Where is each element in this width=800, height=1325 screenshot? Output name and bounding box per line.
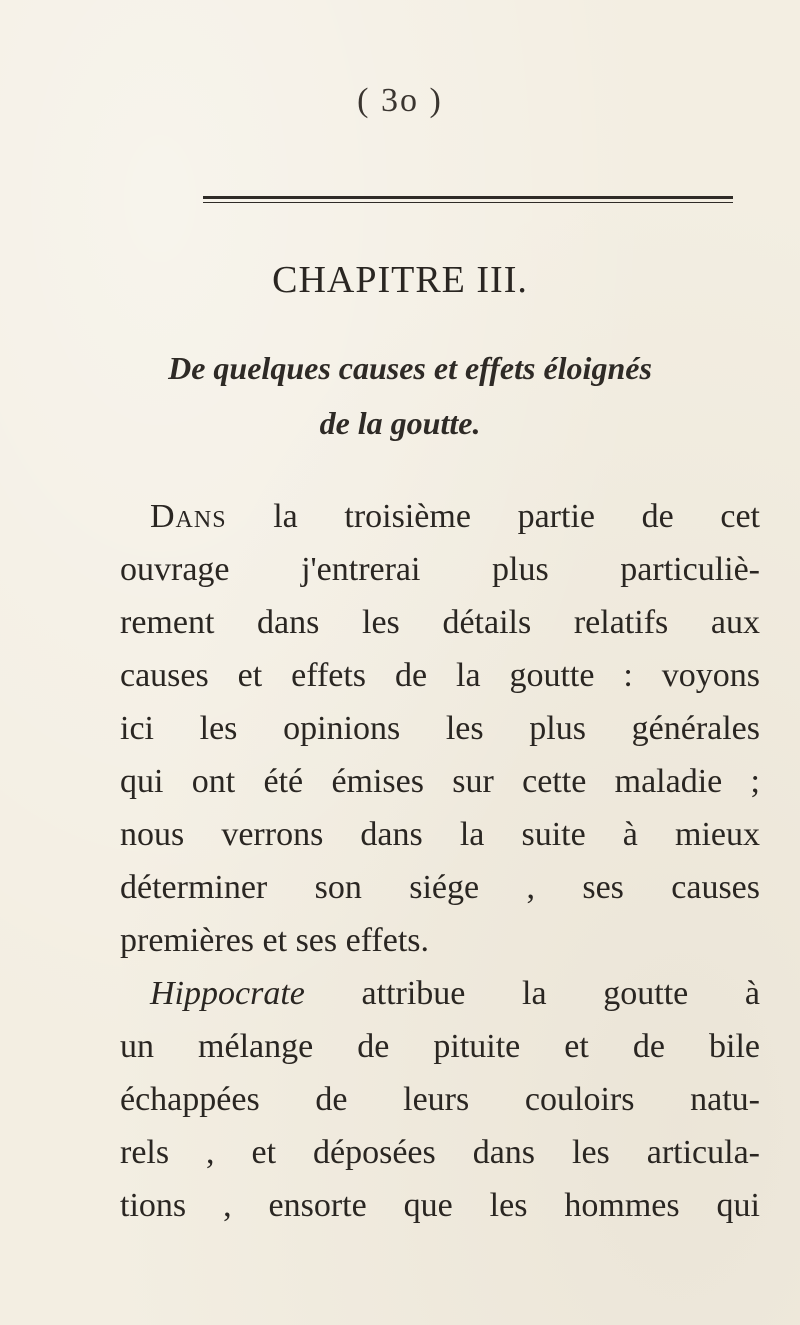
paragraph-2-name: Hippocrate [150, 975, 305, 1012]
paragraph-1-line-8: déterminer son siége , ses causes [120, 869, 760, 906]
paragraph-1-line-9: premières et ses effets. [120, 922, 430, 959]
chapter-subtitle-line-1: De quelques causes et effets éloignés [168, 350, 652, 386]
paragraph-2-line-4: rels , et déposées dans les articula- [120, 1134, 760, 1171]
header-rule-thin [203, 202, 733, 203]
chapter-subtitle-line-2: de la goutte. [319, 405, 481, 441]
paragraph-2-line-1: Hippocrate attribue la goutte à [150, 975, 760, 1012]
paragraph-2-line-3: échappées de leurs couloirs natu- [120, 1081, 760, 1118]
paragraph-1-line-5: ici les opinions les plus générales [120, 710, 760, 747]
paragraph-1-line-4: causes et effets de la goutte : voyons [120, 657, 760, 694]
paragraph-1-line-6: qui ont été émises sur cette maladie ; [120, 763, 760, 800]
paragraph-1-first-word: Dans [150, 498, 227, 535]
paragraph-1-line-1: Dans la troisième partie de cet [150, 498, 760, 535]
header-rule-thick [203, 196, 733, 199]
paragraph-1-line-2: ouvrage j'entrerai plus particuliè- [120, 551, 760, 588]
paragraph-1-line-3: rement dans les détails relatifs aux [120, 604, 760, 641]
paragraph-1-line-7: nous verrons dans la suite à mieux [120, 816, 760, 853]
body-text [120, 490, 760, 1232]
chapter-title: CHAPITRE III. [272, 259, 528, 301]
paragraph-2-line-5: tions , ensorte que les hommes qui [120, 1187, 760, 1224]
paragraph-2-line-2: un mélange de pituite et de bile [120, 1028, 760, 1065]
page-number: ( 3o ) [357, 82, 443, 119]
